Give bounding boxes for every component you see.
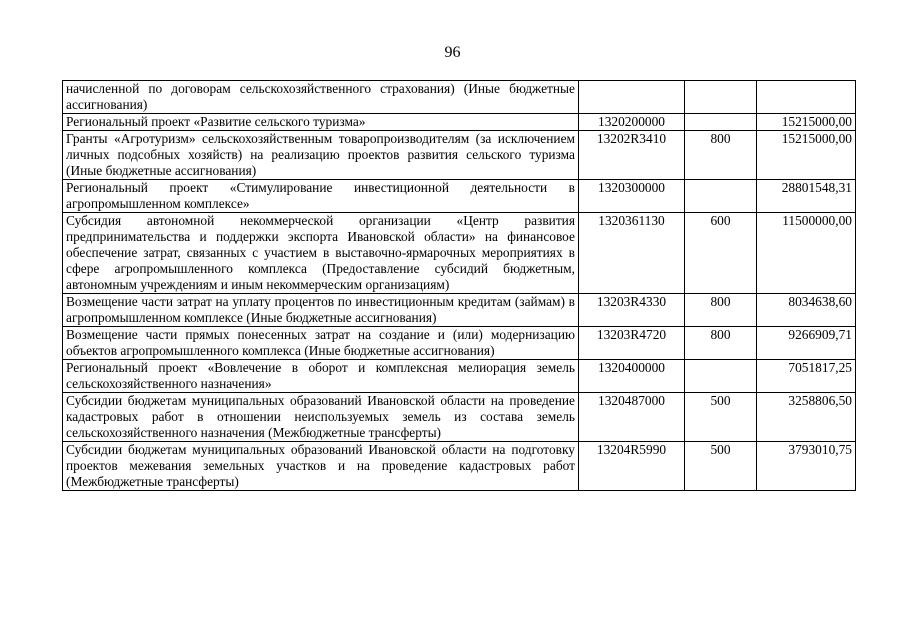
row-target-code: 1320300000 (579, 180, 685, 213)
row-target-code: 13204R5990 (579, 442, 685, 491)
row-description: Субсидии бюджетам муниципальных образований Ивановской области на подготовку проектов межевания земельных участков и на проведение кадастровых работ (Межбюджетные трансферты) (63, 442, 579, 491)
table-row (63, 360, 856, 393)
row-expense-type (685, 114, 757, 131)
row-expense-type: 500 (685, 442, 757, 491)
row-amount (757, 81, 856, 114)
row-description: Субсидия автономной некоммерческой организации «Центр развития предпринимательства и поддержки экспорта Ивановской области» на финансовое обеспечение затрат, связанных с участием в выставочно-ярмарочных мероприятиях в сфере агропромышленного комплекса (Предоставление субсидий бюджетным, автономным учреждениям и иным некоммерческим организациям) (63, 213, 579, 294)
row-amount: 8034638,60 (757, 294, 856, 327)
row-description: Региональный проект «Стимулирование инвестиционной деятельности в агропромышленном комплексе» (63, 180, 579, 213)
row-description: Субсидии бюджетам муниципальных образований Ивановской области на проведение кадастровых работ в отношении неиспользуемых земель из состава земель сельскохозяйственного назначения (Межбюджетные трансферты) (63, 393, 579, 442)
row-target-code: 1320361130 (579, 213, 685, 294)
row-target-code: 1320200000 (579, 114, 685, 131)
row-amount: 15215000,00 (757, 131, 856, 180)
row-description: начисленной по договорам сельскохозяйственного страхования) (Иные бюджетные ассигнования) (63, 81, 579, 114)
table-row (63, 294, 856, 327)
row-expense-type (685, 180, 757, 213)
row-amount: 3258806,50 (757, 393, 856, 442)
row-expense-type: 600 (685, 213, 757, 294)
row-target-code: 13203R4720 (579, 327, 685, 360)
row-expense-type: 800 (685, 294, 757, 327)
table-row (63, 114, 856, 131)
row-target-code: 1320487000 (579, 393, 685, 442)
table-row (63, 327, 856, 360)
row-target-code (579, 81, 685, 114)
table-row (63, 442, 856, 491)
row-description: Возмещение части прямых понесенных затрат на создание и (или) модернизацию объектов агропромышленного комплекса (Иные бюджетные ассигнования) (63, 327, 579, 360)
page-number: 96 (444, 44, 461, 61)
row-target-code: 1320400000 (579, 360, 685, 393)
row-expense-type: 800 (685, 327, 757, 360)
row-amount: 7051817,25 (757, 360, 856, 393)
row-expense-type: 500 (685, 393, 757, 442)
row-amount: 28801548,31 (757, 180, 856, 213)
table-row (63, 213, 856, 294)
row-description: Возмещение части затрат на уплату процентов по инвестиционным кредитам (займам) в агропромышленном комплексе (Иные бюджетные ассигнования) (63, 294, 579, 327)
row-target-code: 13203R4330 (579, 294, 685, 327)
row-amount: 3793010,75 (757, 442, 856, 491)
row-target-code: 13202R3410 (579, 131, 685, 180)
row-amount: 15215000,00 (757, 114, 856, 131)
budget-table (62, 80, 856, 491)
row-amount: 11500000,00 (757, 213, 856, 294)
row-expense-type (685, 81, 757, 114)
table-row (63, 393, 856, 442)
table-row (63, 180, 856, 213)
row-amount: 9266909,71 (757, 327, 856, 360)
row-description: Региональный проект «Вовлечение в оборот и комплексная мелиорация земель сельскохозяйственного назначения» (63, 360, 579, 393)
row-expense-type: 800 (685, 131, 757, 180)
budget-table-body (63, 81, 856, 491)
row-description: Гранты «Агротуризм» сельскохозяйственным товаропроизводителям (за исключением личных подсобных хозяйств) на реализацию проектов развития сельского туризма (Иные бюджетные ассигнования) (63, 131, 579, 180)
table-row (63, 131, 856, 180)
row-description: Региональный проект «Развитие сельского туризма» (63, 114, 579, 131)
row-expense-type (685, 360, 757, 393)
table-row (63, 81, 856, 114)
